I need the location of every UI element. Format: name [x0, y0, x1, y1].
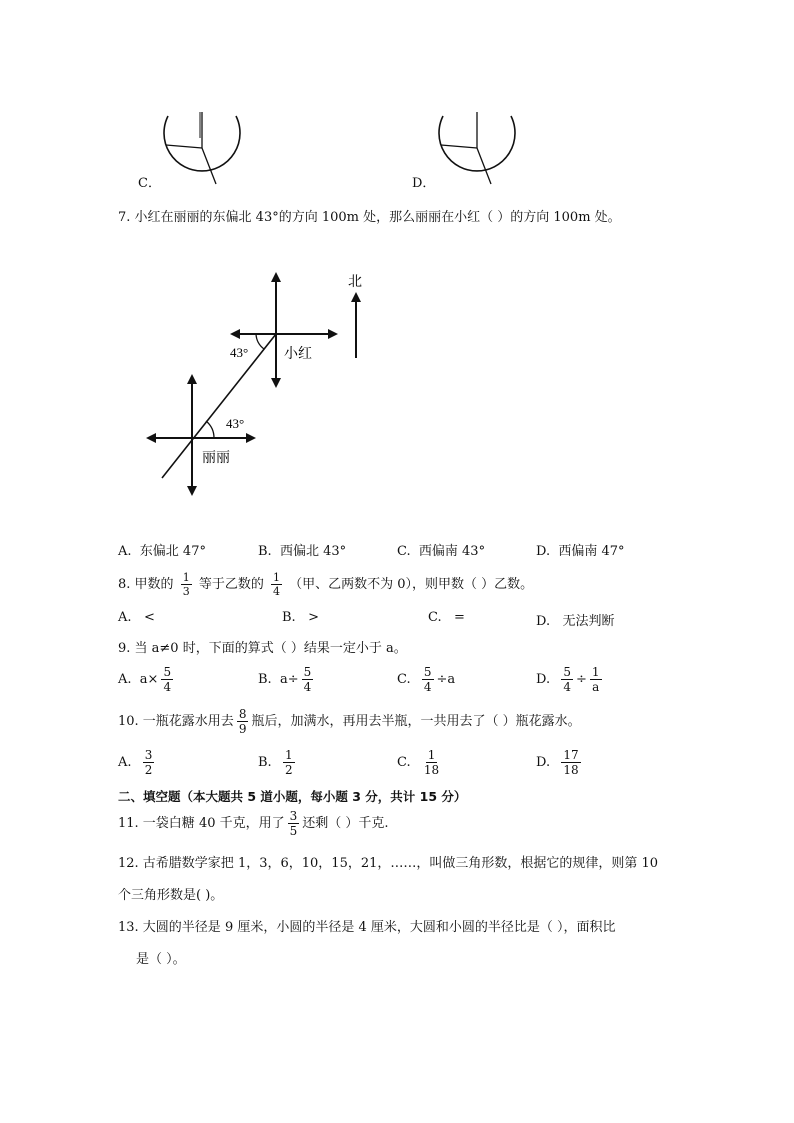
question-13-line-1: 13. 大圆的半径是 9 厘米，小圆的半径是 4 厘米，大圆和小圆的半径比是（ ），面积比: [118, 920, 616, 935]
question-13-line-2: 是（ ）。: [136, 952, 186, 967]
fraction-three-fifths: $\frac{3}{5}$: [289, 809, 298, 838]
q8-option-c: C. =: [428, 610, 465, 625]
angle-top-label: 43°: [230, 345, 249, 360]
pie-chart-c-figure: [160, 108, 246, 190]
q8-option-b: B. >: [282, 610, 319, 625]
q7-option-b: B. 西偏北 43°: [258, 544, 347, 559]
q8-option-d: D. 无法判断: [536, 614, 615, 629]
xiaohong-label: 小红: [284, 347, 312, 362]
q10-option-c: C. $\frac{1}{18}$: [397, 748, 440, 777]
option-c-label: C．: [138, 176, 161, 191]
fraction-one-fourth: $\frac{1}{4}$: [272, 571, 280, 598]
q8-option-a: A. <: [118, 610, 155, 625]
q7-option-d: D. 西偏南 47°: [536, 544, 625, 559]
q9-option-d: D. $\frac{5}{4}$ ÷ $\frac{1}{a}$: [536, 665, 600, 694]
option-d-label: D．: [412, 176, 436, 191]
angle-bottom-label: 43°: [226, 416, 245, 431]
question-12-line-1: 12. 古希腊数学家把 1，3，6，10，15，21，……，叫做三角形数，根据它的规律，则第 10: [118, 856, 659, 871]
question-12-line-2: 个三角形数是( )。: [118, 888, 224, 903]
north-label: 北: [348, 275, 362, 290]
question-8-stem: 8. 甲数的 $\frac{1}{3}$ 等于乙数的 $\frac{1}{4}$ （甲、乙两数不为 0），则甲数（ ）乙数。: [118, 571, 534, 598]
fraction-eight-ninths: $\frac{8}{9}$: [238, 707, 247, 736]
direction-diagram: [140, 262, 380, 502]
q7-option-a: A. 东偏北 47°: [118, 544, 206, 559]
q7-option-c: C. 西偏南 43°: [397, 544, 486, 559]
pie-chart-d-figure: [435, 108, 521, 190]
q9-option-c: C. $\frac{5}{4}$ ÷a: [397, 665, 456, 694]
lili-label: 丽丽: [202, 451, 230, 466]
fraction-one-third: $\frac{1}{3}$: [182, 571, 190, 598]
q10-option-d: D. $\frac{17}{18}$: [536, 748, 579, 777]
question-7-stem: 7. 小红在丽丽的东偏北 43°的方向 100m 处，那么丽丽在小红（ ）的方向 100m 处。: [118, 210, 621, 225]
question-10-stem: 10. 一瓶花露水用去 $\frac{8}{9}$ 瓶后，加满水，再用去半瓶，一共用去了（ ）瓶花露水。: [118, 707, 581, 736]
q10-option-a: A. $\frac{3}{2}$: [118, 748, 153, 777]
q9-option-b: B. a÷ $\frac{5}{4}$: [258, 665, 312, 694]
q10-option-b: B. $\frac{1}{2}$: [258, 748, 293, 777]
q9-option-a: A. a× $\frac{5}{4}$: [118, 665, 172, 694]
section-2-heading: 二、填空题（本大题共 5 道小题，每小题 3 分，共计 15 分）: [118, 789, 467, 804]
question-11-stem: 11. 一袋白糖 40 千克，用了 $\frac{3}{5}$ 还剩（ ）千克.: [118, 809, 389, 838]
question-9-stem: 9. 当 a≠0 时，下面的算式（ ）结果一定小于 a。: [118, 641, 407, 656]
